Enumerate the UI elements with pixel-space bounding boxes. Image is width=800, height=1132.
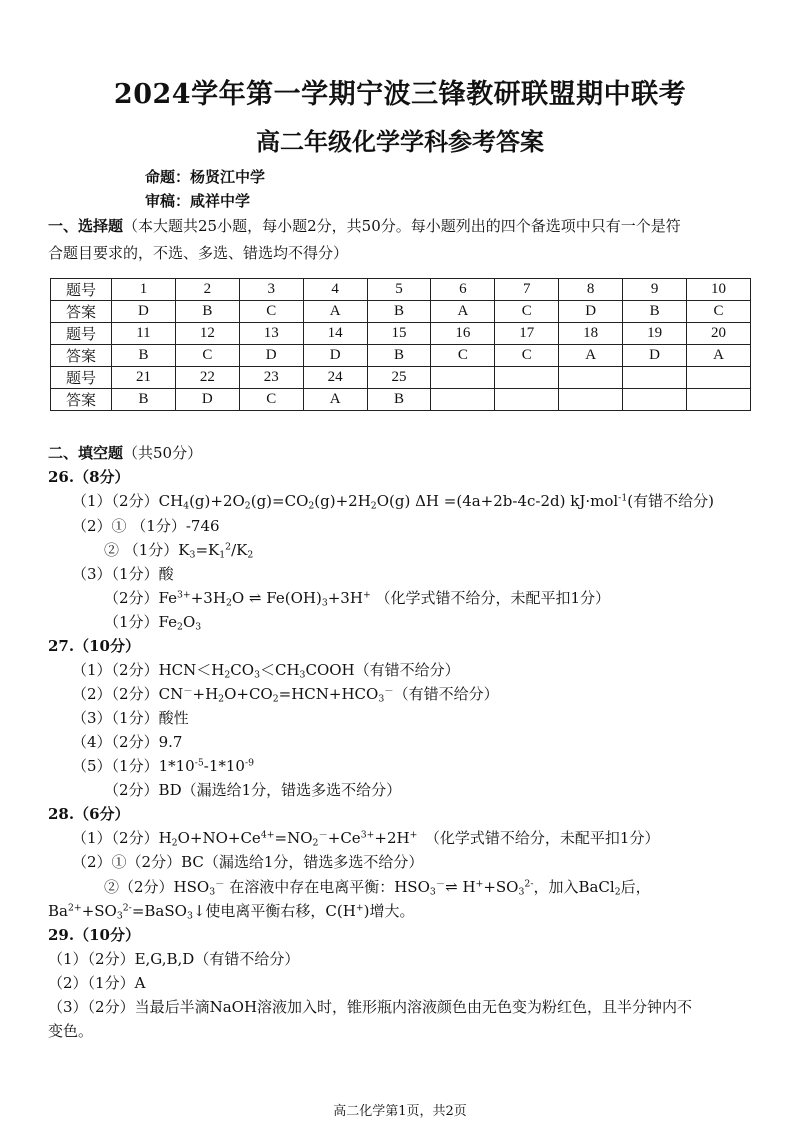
table-cell: 22: [175, 367, 239, 389]
table-cell: 20: [687, 323, 751, 345]
q27-answer-3: （3）（1分）酸性: [72, 709, 189, 727]
q27-answer-5b: （2分）BD（漏选给1分，错选多选不给分）: [104, 781, 402, 799]
table-cell: [495, 367, 559, 389]
section1-desc-line2: 合题目要求的，不选、多选、错选均不得分）: [48, 244, 349, 262]
table-cell: 3: [239, 279, 303, 301]
table-cell: 19: [623, 323, 687, 345]
table-row-label: 题号: [51, 367, 112, 389]
table-cell: 12: [175, 323, 239, 345]
table-cell: [431, 367, 495, 389]
page-title: 2024学年第一学期宁波三锋教研联盟期中联考: [113, 79, 687, 110]
table-cell: 6: [431, 279, 495, 301]
table-cell: C: [495, 301, 559, 323]
table-cell: 1: [112, 279, 176, 301]
q27-answer-1: （1）（2分）$HCN<H_2CO_3<CH_3COOH$（有错不给分）: [72, 661, 460, 681]
table-cell: D: [559, 301, 623, 323]
q26-answer-2: （2）① （1分）-746: [72, 517, 220, 535]
q28-answer-2b: ②（2分）$HSO_3^-$ 在溶液中存在电离平衡：$HSO_3^-\rightleftharpoons$ $H^++SO_3^{2-}$，加入BaCl$_2$后，: [104, 878, 651, 898]
table-cell: 7: [495, 279, 559, 301]
table-cell: 4: [303, 279, 367, 301]
table-row: [51, 279, 751, 301]
table-cell: 10: [687, 279, 751, 301]
section1-intro: [48, 216, 760, 236]
table-cell: B: [367, 345, 431, 367]
q29-heading: 29.（10分）: [48, 926, 140, 944]
table-cell: 11: [112, 323, 176, 345]
q27-answer-5: （5）（1分）$1*10^{-5}-1*10^{-9}$: [72, 757, 255, 775]
q28-heading: 28.（6分）: [48, 805, 130, 823]
q29-answer-3-cont: 变色。: [48, 1022, 94, 1040]
q29-answer-2: （2）（1分）A: [48, 974, 146, 992]
q27-answer-4: （4）（2分）9.7: [72, 733, 183, 751]
table-row: [51, 323, 751, 345]
table-cell: B: [112, 345, 176, 367]
reviewer-line: 审稿：咸祥中学: [145, 192, 251, 210]
table-cell: [687, 367, 751, 389]
table-cell: 13: [239, 323, 303, 345]
q26-answer-3: （3）（1分）酸: [72, 565, 174, 583]
table-cell: A: [303, 389, 367, 411]
q28-answer-2: （2）①（2分）BC（漏选给1分，错选多选不给分）: [72, 853, 424, 871]
section2-intro: [48, 443, 760, 463]
table-cell: 15: [367, 323, 431, 345]
q27-answer-2: （2）（2分）$CN^-+H_2O+CO_2=HCN+HCO_3^-$（有错不给分）: [72, 685, 499, 705]
table-cell: C: [687, 301, 751, 323]
table-cell: A: [303, 301, 367, 323]
table-cell: D: [239, 345, 303, 367]
q27-heading: 27.（10分）: [48, 637, 140, 655]
table-cell: [495, 389, 559, 411]
table-cell: 24: [303, 367, 367, 389]
q26-answer-3b: （2分）$Fe^{3+}+3H_2O$ ⇌ $Fe(OH)_3+3H^+$ （化学式错不给分，未配平扣1分）: [104, 589, 611, 609]
table-cell: C: [175, 345, 239, 367]
table-cell: C: [239, 389, 303, 411]
table-cell: 14: [303, 323, 367, 345]
q29-answer-1: （1）（2分）E,G,B,D（有错不给分）: [48, 950, 300, 968]
table-cell: 17: [495, 323, 559, 345]
table-cell: 25: [367, 367, 431, 389]
table-cell: D: [623, 345, 687, 367]
table-cell: 23: [239, 367, 303, 389]
table-row: [51, 301, 751, 323]
table-cell: 8: [559, 279, 623, 301]
table-row-label: 答案: [51, 301, 112, 323]
proposer-line: 命题：杨贤江中学: [145, 168, 266, 186]
q28-answer-1: （1）（2分）$H_2O+NO+Ce^{4+}=NO_2^-+Ce^{3+}+2H^+$ （化学式错不给分，未配平扣1分）: [72, 829, 660, 849]
section2-heading: 二、填空题: [48, 444, 124, 462]
section2-note: （共50分）: [123, 444, 203, 462]
table-cell: B: [367, 389, 431, 411]
table-cell: [431, 389, 495, 411]
table-cell: A: [431, 301, 495, 323]
table-cell: D: [303, 345, 367, 367]
table-row: [51, 345, 751, 367]
table-row-label: 答案: [51, 345, 112, 367]
q26-answer-2b: ② （1分）$K_3=K_1^2/K_2$: [104, 541, 254, 561]
page-footer: 高二化学第1页，共2页: [333, 1104, 467, 1119]
table-cell: B: [367, 301, 431, 323]
q26-heading: 26.（8分）: [48, 468, 130, 486]
table-cell: B: [623, 301, 687, 323]
table-cell: 9: [623, 279, 687, 301]
table-cell: C: [239, 301, 303, 323]
table-row: [51, 389, 751, 411]
section1-desc-line1: （本大题共25小题，每小题2分，共50分。每小题列出的四个备选项中只有一个是符: [123, 217, 681, 235]
q28-answer-2b-cont: $Ba^{2+}+SO_3^{2-}=BaSO_3↓$使电离平衡右移，C(H+)增大。: [48, 902, 415, 922]
table-cell: 5: [367, 279, 431, 301]
table-row-label: 答案: [51, 389, 112, 411]
q26-answer-3c: （1分）$Fe_2O_3$: [104, 613, 202, 633]
section1-heading: 一、选择题: [48, 217, 124, 235]
table-cell: 16: [431, 323, 495, 345]
table-cell: C: [495, 345, 559, 367]
table-cell: B: [175, 301, 239, 323]
table-cell: 2: [175, 279, 239, 301]
table-row-label: 题号: [51, 279, 112, 301]
table-row: [51, 367, 751, 389]
table-cell: 21: [112, 367, 176, 389]
table-cell: D: [112, 301, 176, 323]
table-cell: A: [559, 345, 623, 367]
table-row-label: 题号: [51, 323, 112, 345]
table-cell: [559, 389, 623, 411]
table-cell: B: [112, 389, 176, 411]
page-subtitle: 高二年级化学学科参考答案: [256, 127, 544, 156]
table-cell: [623, 367, 687, 389]
table-cell: [559, 367, 623, 389]
table-cell: 18: [559, 323, 623, 345]
table-cell: C: [431, 345, 495, 367]
table-cell: [623, 389, 687, 411]
answer-table: [50, 278, 751, 411]
q29-answer-3: （3）（2分）当最后半滴NaOH溶液加入时，锥形瓶内溶液颜色由无色变为粉红色，且半分钟内不: [48, 998, 693, 1016]
q26-answer-1: （1）（2分）$CH_4(g)+2O_2(g)=CO_2(g)+2H_2O(g)$ ΔH =(4a+2b-4c-2d) kJ·mol$^{-1}$(有错不给分): [72, 492, 714, 512]
table-cell: A: [687, 345, 751, 367]
table-cell: D: [175, 389, 239, 411]
table-cell: [687, 389, 751, 411]
